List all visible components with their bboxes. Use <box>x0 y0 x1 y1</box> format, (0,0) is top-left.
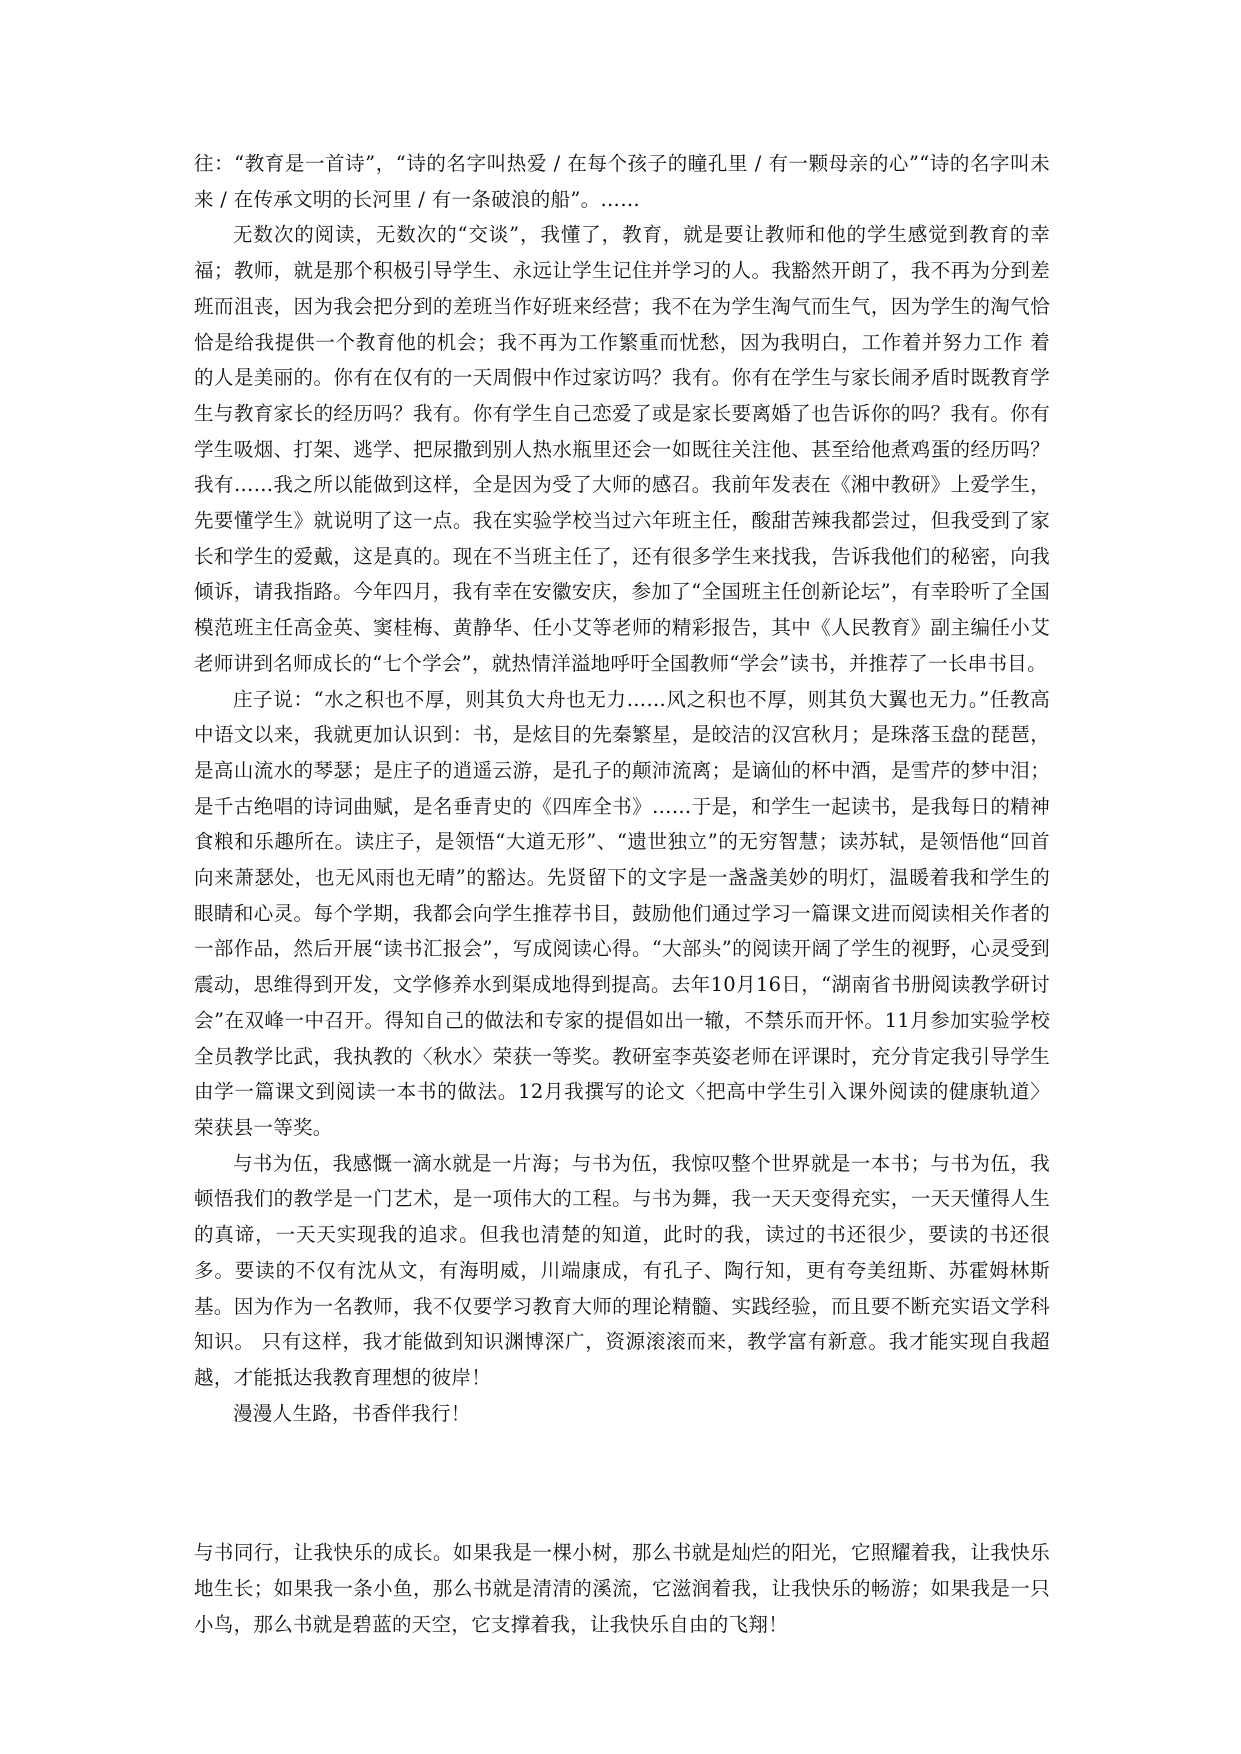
blank-space <box>194 1431 1050 1535</box>
paragraph-closing: 与书同行，让我快乐的成长。如果我是一棵小树，那么书就是灿烂的阳光，它照耀着我，让我快乐地生长；如果我一条小鱼，那么书就是清清的溪流，它滋润着我，让我快乐的畅游；如果我是一只小鸟，那么书就是碧蓝的天空，它支撑着我，让我快乐自由的飞翔！ <box>194 1541 1050 1636</box>
paragraph-teaching-reflection: 无数次的阅读，无数次的“交谈”，我懂了，教育，就是要让教师和他的学生感觉到教育的幸福；教师，就是那个积极引导学生、永远让学生记住并学习的人。我豁然开朗了，我不再为分到差班而沮丧，因为我会把分到的差班当作好班来经营；我不在为学生淘气而生气，因为学生的淘气恰恰是给我提供一个教育他的机会；我不再为工作繁重而忧愁，因为我明白，工作着并努力工作 着的人是美丽的。你有在仅有的一天周假中作过家访吗？我有。你有在学生与家长闹矛盾时既教育学生与教育家长的经历吗？我有。你有学生自己恋爱了或是家长要离婚了也告诉你的吗？我有。你有学生吸烟、打架、逃学、把尿撒到别人热水瓶里还会一如既往关注他、甚至给他煮鸡蛋的经历吗？我有……我之所以能做到这样，全是因为受了大师的感召。我前年发表在《湘中教研》上爱学生，先要懂学生》就说明了这一点。我在实验学校当过六年班主任，酸甜苦辣我都尝过，但我受到了家长和学生的爱戴，这是真的。现在不当班主任了，还有很多学生来找我，告诉我他们的秘密，向我倾诉，请我指路。今年四月，我有幸在安徽安庆，参加了“全国班主任创新论坛”，有幸聆听了全国模范班主任高金英、窦桂梅、黄静华、任小艾等老师的精彩报告，其中《人民教育》副主编任小艾老师讲到名师成长的“七个学会”，就热情洋溢地呼吁全国教师“学会”读书，并推荐了一长串书目。 <box>194 223 1050 675</box>
paragraph-motto: 漫漫人生路，书香伴我行！ <box>233 1401 471 1425</box>
paragraph-quote-continuation: 往：“教育是一首诗”，“诗的名字叫热爱 / 在每个孩子的瞳孔里 / 有一颗母亲的心”“诗的名字叫未来 / 在传承文明的长河里 / 有一条破浪的船”。…… <box>194 152 1050 211</box>
document-body <box>194 146 1050 1642</box>
paragraph-zhuangzi-reading: 庄子说：“水之积也不厚，则其负大舟也无力……风之积也不厚，则其负大翼也无力。”任教高中语文以来，我就更加认识到：书，是炫目的先秦繁星，是皎洁的汉宫秋月；是珠落玉盘的琵琶，是高山流水的琴瑟；是庄子的逍遥云游，是孔子的颠沛流离；是谪仙的杯中酒，是雪芹的梦中泪；是千古绝唱的诗词曲赋，是名垂青史的《四库全书》……于是，和学生一起读书，是我每日的精神食粮和乐趣所在。读庄子，是领悟“大道无形”、“遗世独立”的无穷智慧；读苏轼，是领悟他“回首向来萧瑟处，也无风雨也无晴”的豁达。先贤留下的文字是一盏盏美妙的明灯，温暖着我和学生的眼睛和心灵。每个学期，我都会向学生推荐书目，鼓励他们通过学习一篇课文进而阅读相关作者的一部作品，然后开展“读书汇报会”，写成阅读心得。“大部头”的阅读开阔了学生的视野，心灵受到震动，思维得到开发，文学修养水到渠成地得到提高。去年10月16日，“湖南省书册阅读教学研讨会”在双峰一中召开。得知自己的做法和专家的提倡如出一辙，不禁乐而开怀。11月参加实验学校全员教学比武，我执教的〈秋水〉荣获一等奖。教研室李英姿老师在评课时，充分肯定我引导学生由学一篇课文到阅读一本书的做法。12月我撰写的论文〈把高中学生引入课外阅读的健康轨道〉荣获县一等奖。 <box>194 687 1050 1139</box>
paragraph-with-books: 与书为伍，我感慨一滴水就是一片海；与书为伍，我惊叹整个世界就是一本书；与书为伍，我顿悟我们的教学是一门艺术，是一项伟大的工程。与书为舞，我一天天变得充实，一天天懂得人生的真谛，一天天实现我的追求。但我也清楚的知道，此时的我，读过的书还很少，要读的书还很多。要读的不仅有沈从文，有海明威，川端康成，有孔子、陶行知，更有夸美纽斯、苏霍姆林斯基。因为作为一名教师，我不仅要学习教育大师的理论精髓、实践经验，而且要不断充实语文学科知识。 只有这样，我才能做到知识渊博深广，资源滚滚而来，教学富有新意。我才能实现自我超越，才能抵达我教育理想的彼岸！ <box>194 1151 1050 1389</box>
